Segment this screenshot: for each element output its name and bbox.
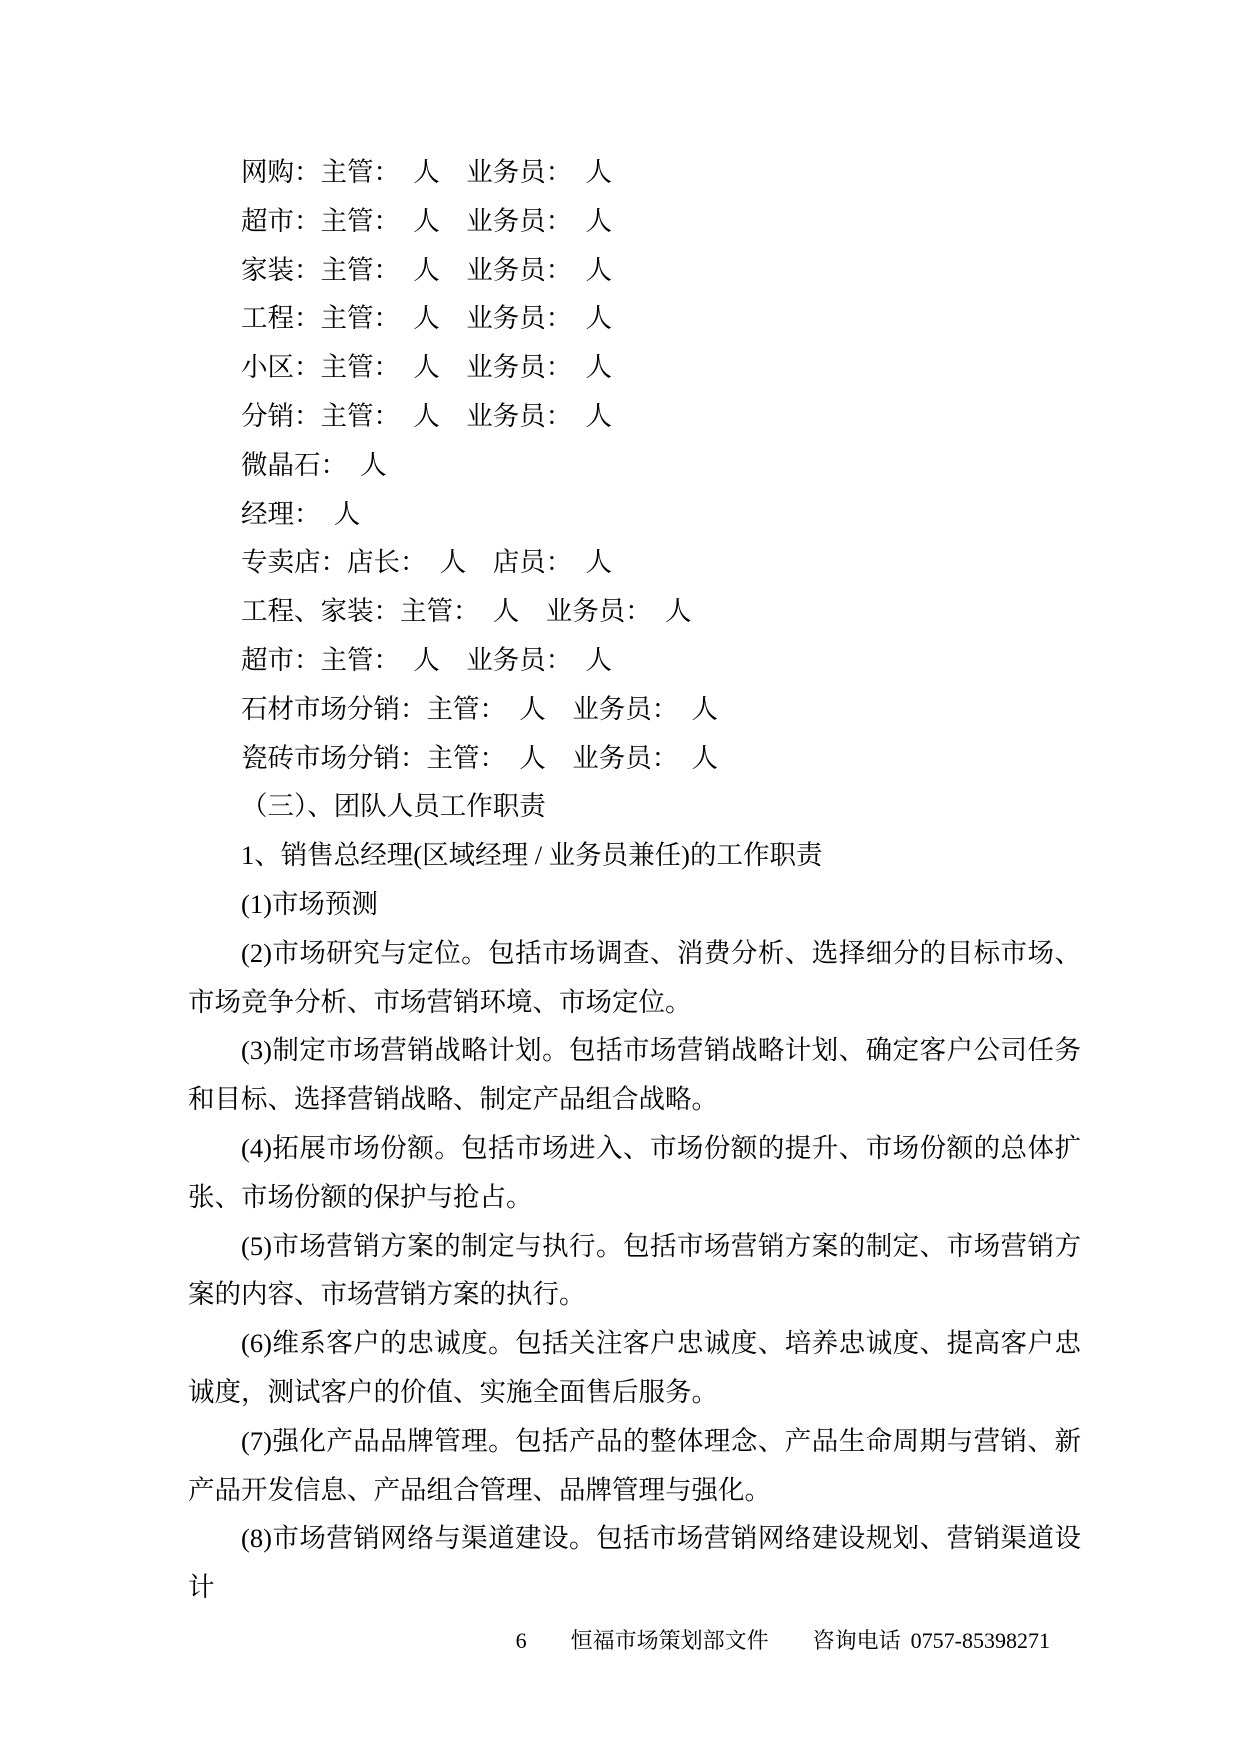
page-number: 6	[515, 1628, 527, 1653]
footer-doc-label: 恒福市场策划部文件	[570, 1628, 769, 1653]
duty-item: (6)维系客户的忠诚度。包括关注客户忠诚度、培养忠诚度、提高客户忠诚度，测试客户的价值、实施全面售后服务。	[188, 1328, 1081, 1407]
staffing-line: 瓷砖市场分销：主管： 人 业务员： 人	[241, 742, 718, 773]
duty-item: (8)市场营销网络与渠道建设。包括市场营销网络建设规划、营销渠道设计	[188, 1523, 1081, 1603]
duty-item: (7)强化产品品牌管理。包括产品的整体理念、产品生命周期与营销、新产品开发信息、产品组合管理、品牌管理与强化。	[188, 1425, 1081, 1505]
staffing-line: 超市：主管： 人 业务员： 人	[241, 644, 612, 675]
staffing-line: 微晶石： 人	[241, 449, 387, 480]
staffing-line: 工程：主管： 人 业务员： 人	[241, 303, 612, 334]
page-body-text	[188, 148, 1081, 1612]
duty-item: (1)市场预测	[241, 888, 378, 919]
staffing-line: 网购：主管： 人 业务员： 人	[241, 157, 612, 187]
duty-item: (3)制定市场营销战略计划。包括市场营销战略计划、确定客户公司任务和目标、选择营销战略、制定产品组合战略。	[188, 1035, 1081, 1115]
footer-phone-number: 0757-85398271	[910, 1628, 1050, 1653]
staffing-line: 石材市场分销：主管： 人 业务员： 人	[241, 693, 718, 724]
staffing-line: 超市：主管： 人 业务员： 人	[241, 205, 612, 236]
staffing-line: 经理： 人	[241, 498, 361, 529]
page-footer	[516, 1626, 1050, 1656]
staffing-line: 专卖店：店长： 人 店员： 人	[241, 547, 612, 578]
duty-item: (2)市场研究与定位。包括市场调查、消费分析、选择细分的目标市场、市场竞争分析、市场营销环境、市场定位。	[188, 937, 1081, 1017]
duty-item: (4)拓展市场份额。包括市场进入、市场份额的提升、市场份额的总体扩张、市场份额的保护与抢占。	[188, 1132, 1081, 1212]
staffing-line: 小区：主管： 人 业务员： 人	[241, 352, 612, 383]
footer-phone-label: 咨询电话	[812, 1628, 901, 1653]
staffing-line: 家装：主管： 人 业务员： 人	[241, 254, 612, 285]
staffing-line: 分销：主管： 人 业务员： 人	[241, 400, 612, 431]
section-heading: （三）、团队人员工作职责	[241, 791, 546, 822]
staffing-line: 工程、家装：主管： 人 业务员： 人	[241, 596, 692, 627]
section-subheading: 1、销售总经理(区域经理 / 业务员兼任)的工作职责	[241, 840, 823, 871]
duty-item: (5)市场营销方案的制定与执行。包括市场营销方案的制定、市场营销方案的内容、市场营销方案的执行。	[188, 1230, 1081, 1310]
